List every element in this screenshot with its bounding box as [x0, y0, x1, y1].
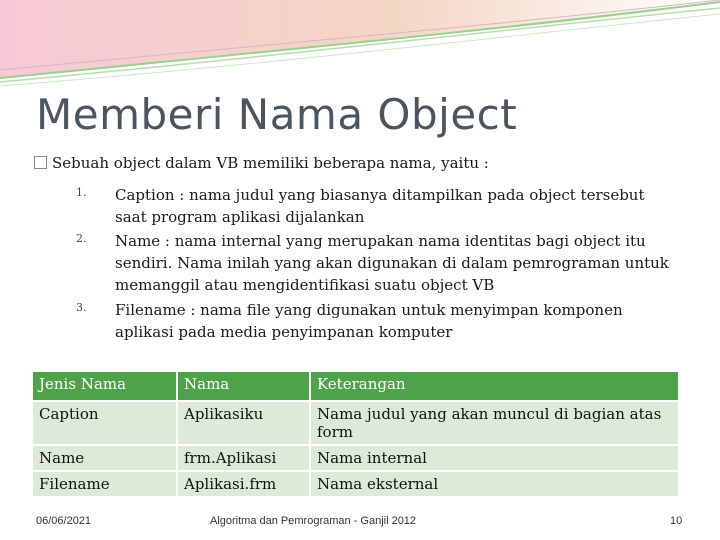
header-cell: Nama — [178, 372, 311, 402]
footer-date: 06/06/2021 — [36, 515, 92, 527]
list-number: 3. — [76, 301, 87, 314]
header-cell: Keterangan — [311, 372, 680, 402]
table-cell: Nama internal — [311, 446, 680, 472]
table-cell: frm.Aplikasi — [178, 446, 311, 472]
list-number: 1. — [76, 186, 87, 199]
table-cell: Aplikasiku — [178, 402, 311, 446]
table-cell: Filename — [33, 472, 178, 498]
list-text: Filename : nama file yang digunakan untuk menyimpan komponen aplikasi pada media penyimpanan komputer — [115, 301, 623, 341]
list-number: 2. — [76, 232, 87, 245]
intro-label: Sebuah object dalam VB memiliki beberapa nama, yaitu : — [52, 154, 489, 172]
table-row — [33, 446, 680, 472]
table-cell: Name — [33, 446, 178, 472]
names-table — [33, 372, 680, 498]
footer-course: Algoritma dan Pemrograman - Ganjil 2012 — [210, 515, 417, 527]
table-row — [33, 402, 680, 446]
table-row — [33, 472, 680, 498]
list-text: Name : nama internal yang merupakan nama identitas bagi object itu sendiri. Nama inilah yang akan digunakan di dalam pemrograman untuk memanggil atau mengidentifikasi suatu object VB — [115, 232, 669, 294]
header-decoration — [0, 0, 720, 90]
checkbox-bullet-icon — [34, 156, 47, 169]
header-cell: Jenis Nama — [33, 372, 178, 402]
table-cell: Aplikasi.frm — [178, 472, 311, 498]
table-cell: Nama eksternal — [311, 472, 680, 498]
list-text: Caption : nama judul yang biasanya ditampilkan pada object tersebut saat program aplikasi dijalankan — [115, 186, 645, 226]
page-title: Memberi Nama Object — [36, 90, 518, 139]
table-cell: Caption — [33, 402, 178, 446]
table-header-row — [33, 372, 680, 402]
intro-text — [34, 154, 489, 172]
footer-page-number: 10 — [670, 515, 683, 527]
table-cell: Nama judul yang akan muncul di bagian atas form — [311, 402, 680, 446]
